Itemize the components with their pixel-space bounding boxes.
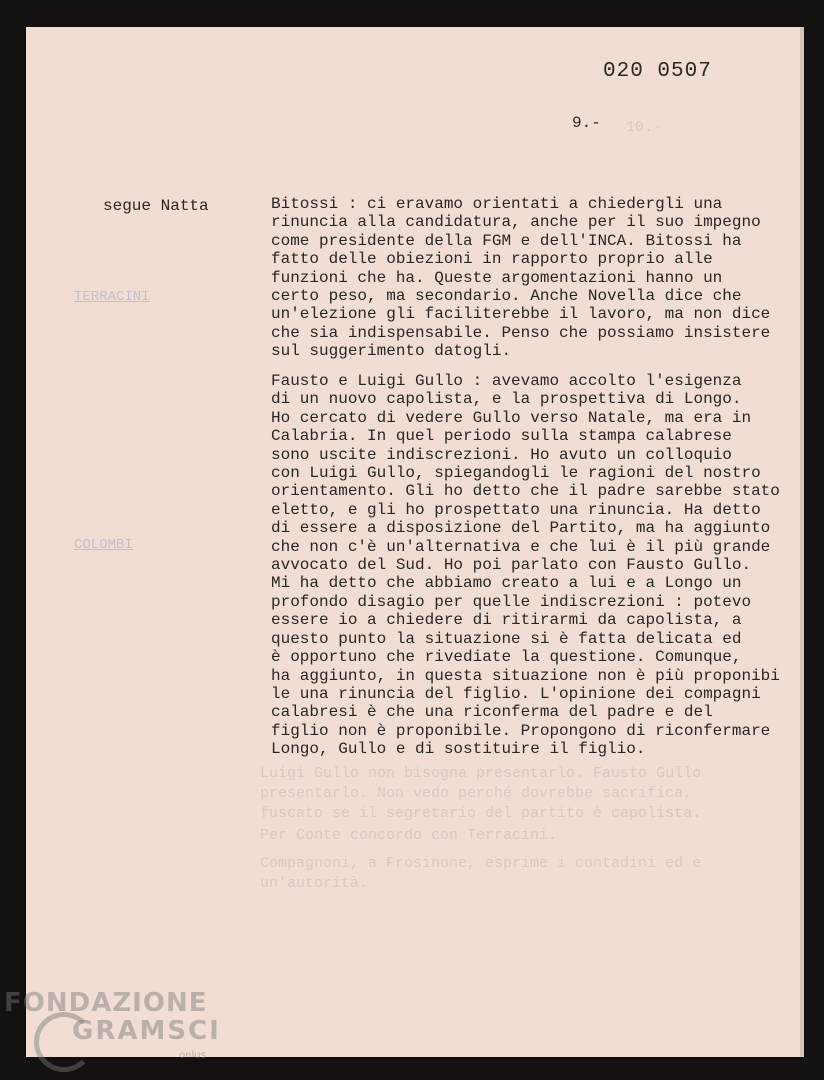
watermark-line1: FONDAZIONE xyxy=(4,988,208,1018)
watermark-line3: onlus xyxy=(179,1050,206,1061)
text-line: di essere a disposizione del Partito, ma ha aggiunto xyxy=(271,519,771,538)
text-line: sono uscite indiscrezioni. Ho avuto un colloquio xyxy=(271,445,732,464)
bleed-through-text: un'autorità. xyxy=(260,875,369,892)
bleed-through-text: Compagnoni, a Frosinone, esprime i contadini ed è xyxy=(260,855,702,872)
text-line: profondo disagio per quelle indiscrezioni : potevo xyxy=(271,592,752,611)
text-line: Bitossi : ci eravamo orientati a chiedergli una xyxy=(271,195,723,213)
bleed-through-text: Luigi Gullo non bisogna presentarlo. Fausto Gullo xyxy=(260,765,702,782)
text-line: un'elezione gli faciliterebbe il lavoro, ma non dice xyxy=(271,305,771,324)
text-line: calabresi è che una riconferma del padre e del xyxy=(271,703,713,722)
bleed-through-text: presentarlo. Non vedo perché dovrebbe sacrifica, xyxy=(260,785,693,802)
text-line: fatto delle obiezioni in rapporto proprio alle xyxy=(271,250,713,269)
text-line: certo peso, ma secondario. Anche Novella dice che xyxy=(271,287,742,306)
text-line: le una rinuncia del figlio. L'opinione dei compagni xyxy=(271,684,761,703)
bleed-through-text: Per Conte concordo con Terracini. xyxy=(260,827,558,844)
text-line: Fausto e Luigi Gullo : avevamo accolto l'esigenza xyxy=(271,372,742,390)
text-line: che sia indispensabile. Penso che possiamo insistere xyxy=(271,323,771,342)
text-line: che non c'è un'alternativa e che lui è il più grande xyxy=(271,537,771,556)
text-line: funzioni che ha. Queste argomentazioni hanno un xyxy=(271,268,723,287)
paragraph-bitossi xyxy=(271,195,791,361)
text-line: avvocato del Sud. Ho poi parlato con Fausto Gullo. xyxy=(271,556,752,575)
speaker-label: segue Natta xyxy=(103,197,209,215)
paragraph-gullo xyxy=(271,372,791,759)
bleed-through-margin-note: COLOMBI xyxy=(74,537,133,553)
paper-edge xyxy=(800,27,804,1057)
text-line: essere io a chiedere di ritirarmi da capolista, a xyxy=(271,611,742,630)
bleed-through-text: 10.- xyxy=(626,119,663,136)
text-line: come presidente della FGM e dell'INCA. Bitossi ha xyxy=(271,231,742,250)
text-line: con Luigi Gullo, spiegandogli le ragioni del nostro xyxy=(271,464,761,483)
text-line: rinuncia alla candidatura, anche per il suo impegno xyxy=(271,213,761,232)
text-line: di un nuovo capolista, e la prospettiva di Longo. xyxy=(271,390,742,409)
bleed-through-margin-note: TERRACINI xyxy=(74,289,150,305)
text-line: Mi ha detto che abbiamo creato a lui e a Longo un xyxy=(271,574,742,593)
document-number: 020 0507 xyxy=(603,60,712,83)
text-line: Longo, Gullo e di sostituire il figlio. xyxy=(271,740,646,759)
text-line: sul suggerimento datogli. xyxy=(271,342,512,361)
text-line: eletto, e gli ho prospettato una rinuncia. Ha detto xyxy=(271,500,761,519)
text-line: questo punto la situazione si è fatta delicata ed xyxy=(271,629,742,648)
fondazione-gramsci-watermark xyxy=(4,988,221,1061)
bleed-through-text: fuscato se il segretario del partito è capolista. xyxy=(260,805,702,822)
text-line: figlio non è proponibile. Propongono di riconfermare xyxy=(271,721,771,740)
text-line: ha aggiunto, in questa situazione non è più proponibi xyxy=(271,666,780,685)
text-line: è opportuno che rivediate la questione. Comunque, xyxy=(271,648,742,667)
text-line: orientamento. Gli ho detto che il padre sarebbe stato xyxy=(271,482,780,501)
watermark-line2: GRAMSCI xyxy=(72,1016,221,1046)
page-number: 9.- xyxy=(572,114,601,132)
text-line: Ho cercato di vedere Gullo verso Natale, ma era in xyxy=(271,408,752,427)
text-line: Calabria. In quel periodo sulla stampa calabrese xyxy=(271,427,732,446)
